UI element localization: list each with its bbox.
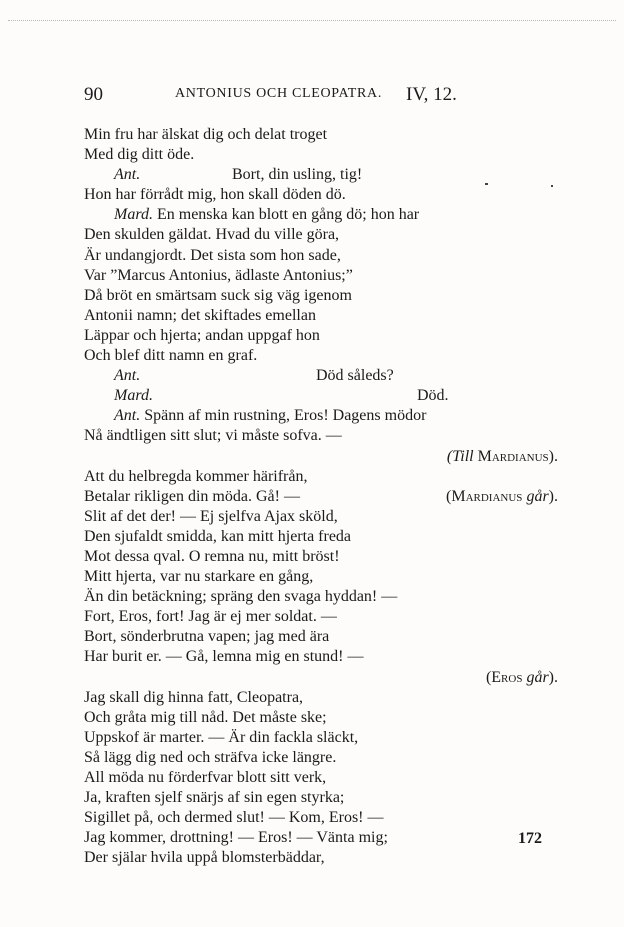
verse-line: [84, 627, 558, 647]
verse-line: [84, 768, 558, 788]
verse-line: [84, 607, 558, 627]
verse-line: [84, 808, 558, 828]
verse-line: [84, 507, 558, 527]
speech-text: Den skulden gäldat. Hvad du ville göra,: [84, 226, 340, 244]
speech-text: Och gråta mig till nåd. Det måste ske;: [84, 708, 327, 726]
speech-text: Spänn af min rustning, Eros! Dagens mödor: [140, 407, 427, 425]
stage-direction-line: [84, 668, 558, 688]
running-title: ANTONIUS OCH CLEOPATRA.: [175, 86, 383, 101]
speech-text: Uppskof är marter. — Är din fackla släckt,: [84, 728, 359, 746]
character-name: Mardianus: [451, 487, 523, 505]
stage-direction-close: ).: [548, 487, 558, 505]
speech-text: Jag skall dig hinna fatt, Cleopatra,: [84, 688, 304, 706]
verse-line: [84, 225, 558, 245]
stage-direction-open: (Till: [446, 447, 478, 465]
speech-text: Mitt hjerta, var nu starkare en gång,: [84, 568, 314, 586]
verse-line: [84, 125, 558, 145]
speech-text: Var ”Marcus Antonius, ädlaste Antonius;”: [84, 266, 353, 284]
speaker-name: Mard.: [114, 206, 153, 224]
speech-text: Jag kommer, drottning! — Eros! — Vänta mig;: [84, 829, 388, 847]
stage-direction-verb: går: [526, 668, 549, 686]
page-header: [84, 84, 564, 108]
verse-line: [84, 828, 558, 848]
character-name: Eros: [491, 668, 523, 686]
speech-text: Än din betäckning; spräng den svaga hyddan! —: [84, 588, 398, 606]
verse-line: [84, 246, 558, 266]
speech-text: Läppar och hjerta; andan uppgaf hon: [84, 326, 320, 344]
verse-line: [84, 145, 558, 165]
speech-text: Der själar hvila uppå blomsterbäddar,: [84, 849, 325, 867]
stage-direction: [447, 447, 558, 467]
verse-line: [84, 326, 558, 346]
stage-direction-close: ).: [548, 447, 558, 465]
verse-line: [84, 647, 558, 667]
verse-line: [84, 587, 558, 607]
verse-line: [84, 386, 558, 406]
verse-line: [84, 185, 558, 205]
speech-text: Är undangjordt. Det sista som hon sade,: [84, 246, 341, 264]
speech-text: Har burit er. — Gå, lemna mig en stund! —: [84, 648, 364, 666]
character-name: Mardianus: [477, 447, 549, 465]
speech-text: Hon har förrådt mig, hon skall döden dö.: [84, 186, 346, 204]
stage-direction-verb: går: [526, 487, 549, 505]
speech-text: En menska kan blott en gång dö; hon har: [152, 206, 420, 224]
page-number: 90: [84, 84, 103, 105]
verse-line: [84, 728, 558, 748]
speech-text: Mot dessa qval. O remna nu, mitt bröst!: [84, 547, 340, 565]
top-edge-rule: [8, 20, 616, 21]
speech-text: Att du helbregda kommer härifrån,: [84, 467, 308, 485]
verse-line: [84, 366, 558, 386]
speech-text: Nå ändtligen sitt slut; vi måste sofva. —: [84, 427, 342, 445]
speaker-name: Ant.: [114, 166, 141, 184]
speech-text: Med dig ditt öde.: [84, 146, 195, 164]
speech-text: Då bröt en smärtsam suck sig väg igenom: [84, 286, 352, 304]
stage-direction-line: [84, 447, 558, 467]
act-scene-number: IV, 12.: [406, 84, 457, 105]
print-speck: [551, 185, 553, 187]
play-text: [84, 125, 558, 868]
verse-line: [84, 748, 558, 768]
stage-direction: [446, 487, 558, 507]
verse-line: [84, 266, 558, 286]
speaker-name: Mard.: [114, 387, 153, 405]
verse-line: [84, 426, 558, 446]
speech-text: Bort, sönderbrutna vapen; jag med ära: [84, 628, 330, 646]
speaker-name: Ant.: [114, 407, 141, 425]
print-speck: [485, 183, 488, 185]
speech-text: Och blef ditt namn en graf.: [84, 347, 258, 365]
verse-line: [84, 848, 558, 868]
speech-text: Sigillet på, och dermed slut! — Kom, Eros! —: [84, 809, 384, 827]
verse-line: [84, 306, 558, 326]
verse-line: [84, 487, 558, 507]
speech-text: Fort, Eros, fort! Jag är ej mer soldat. —: [84, 608, 337, 626]
printer-signature-mark: 172: [518, 830, 542, 847]
speech-text: Betalar rikligen din möda. Gå! —: [84, 487, 300, 505]
speech-text: Den sjufaldt smidda, kan mitt hjerta freda: [84, 527, 352, 545]
stage-direction-close: ).: [548, 668, 558, 686]
speech-text: Ja, kraften sjelf snärjs af sin egen styrka;: [84, 789, 345, 807]
speech-text: Så lägg dig ned och sträfva icke längre.: [84, 748, 337, 766]
speech-text: Bort, din usling, tig!: [232, 166, 363, 184]
speech-text: All möda nu förderfvar blott sitt verk,: [84, 769, 327, 786]
speech-text: Död.: [417, 387, 449, 405]
verse-line: [84, 205, 558, 225]
verse-line: [84, 567, 558, 587]
verse-line: [84, 467, 558, 487]
verse-line: [84, 346, 558, 366]
stage-direction-open: (: [446, 487, 452, 505]
verse-line: [84, 527, 558, 547]
speech-text: Slit af det der! — Ej sjelfva Ajax sköld,: [84, 507, 338, 525]
verse-line: [84, 406, 558, 426]
speaker-name: Ant.: [114, 367, 141, 385]
stage-direction-open: (: [485, 668, 492, 686]
verse-line: [84, 286, 558, 306]
verse-line: [84, 708, 558, 728]
stage-direction: [486, 668, 558, 688]
speech-text: Min fru har älskat dig och delat troget: [84, 126, 328, 143]
verse-line: [84, 688, 558, 708]
verse-line: [84, 547, 558, 567]
speech-text: Antonii namn; det skiftades emellan: [84, 306, 316, 324]
verse-line: [84, 788, 558, 808]
speech-text: Död såleds?: [316, 367, 394, 385]
